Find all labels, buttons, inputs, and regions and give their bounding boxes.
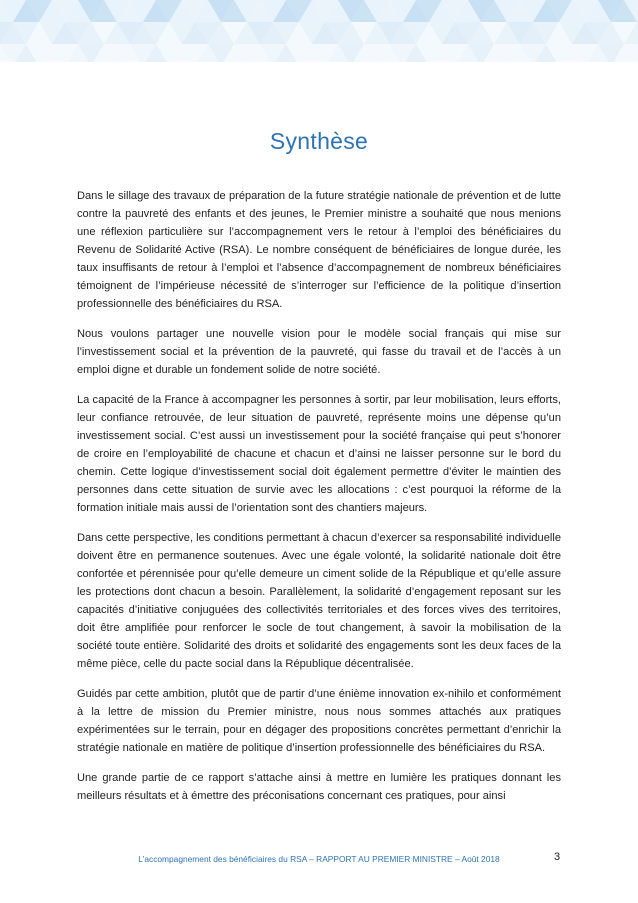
- body-text: [77, 187, 561, 817]
- footer-text: L’accompagnement des bénéficiaires du RSA – RAPPORT AU PREMIER MINISTRE – Août 2018: [138, 854, 500, 864]
- page-title: Synthèse: [269, 128, 369, 154]
- paragraph: Nous voulons partager une nouvelle vision pour le modèle social français qui mise sur l’investissement social et la prévention de la pauvreté, qui fasse du travail et de l’accès à un emploi digne et durable un fondement solide de notre société.: [77, 328, 561, 376]
- paragraph: Dans cette perspective, les conditions permettant à chacun d’exercer sa responsabilité individuelle doivent être en permanence soutenues. Avec une égale volonté, la solidarité nationale doit être confortée et pérennisée pour qu’elle demeure un ciment solide de la République et qu’elle assure les protections dont chacun a besoin. Parallèlement, la solidarité d’engagement reposant sur les capacités d’initiative conjuguées des collectivités territoriales et des forces vives des territoires, doit être amplifiée pour renforcer le socle de tout changement, à savoir la mobilisation de la société toute entière. Solidarité des droits et solidarité des engagements sont les deux faces de la même pièce, celle du pacte social dans la République décentralisée.: [77, 532, 561, 670]
- header-decorative-band: [0, 0, 638, 62]
- paragraph: Dans le sillage des travaux de préparation de la future stratégie nationale de prévention et de lutte contre la pauvreté des enfants et des jeunes, le Premier ministre a souhaité que nous menions une réflexion particulière sur l’accompagnement vers le retour à l’emploi des bénéficiaires du Revenu de Solidarité Active (RSA). Le nombre conséquent de bénéficiaires de longue durée, les taux insuffisants de retour à l’emploi et l’absence d’accompagnement de nombreux bénéficiaires témoignent de l’impérieuse nécessité de s’interroger sur l’efficience de la politique d’insertion professionnelle des bénéficiaires du RSA.: [77, 190, 561, 310]
- page-number: 3: [554, 851, 561, 863]
- paragraph: Une grande partie de ce rapport s’attache ainsi à mettre en lumière les pratiques donnant les meilleurs résultats et à émettre des préconisations concernant ces pratiques, pour ainsi: [77, 772, 561, 802]
- paragraph: Guidés par cette ambition, plutôt que de partir d’une énième innovation ex-nihilo et conformément à la lettre de mission du Premier ministre, nous nous sommes attachés aux pratiques expérimentées sur le terrain, pour en dégager des propositions concrètes permettant d’enrichir la stratégie nationale en matière de politique d’insertion professionnelle des bénéficiaires du RSA.: [77, 688, 561, 754]
- paragraph: La capacité de la France à accompagner les personnes à sortir, par leur mobilisation, leurs efforts, leur confiance retrouvée, de leur situation de pauvreté, représente moins une dépense qu’un investissement social. C’est aussi un investissement pour la société française qui peut s’honorer de croire en l’employabilité de chacune et chacun et d’ainsi ne laisser personne sur le bord du chemin. Cette logique d’investissement social doit également permettre d’éviter le maintien des personnes dans cette situation de survie avec les allocations : c’est pourquoi la réforme de la formation initiale mais aussi de l’orientation sont des chantiers majeurs.: [77, 394, 561, 514]
- triangle-pattern: [0, 0, 638, 62]
- page-footer: [0, 851, 638, 867]
